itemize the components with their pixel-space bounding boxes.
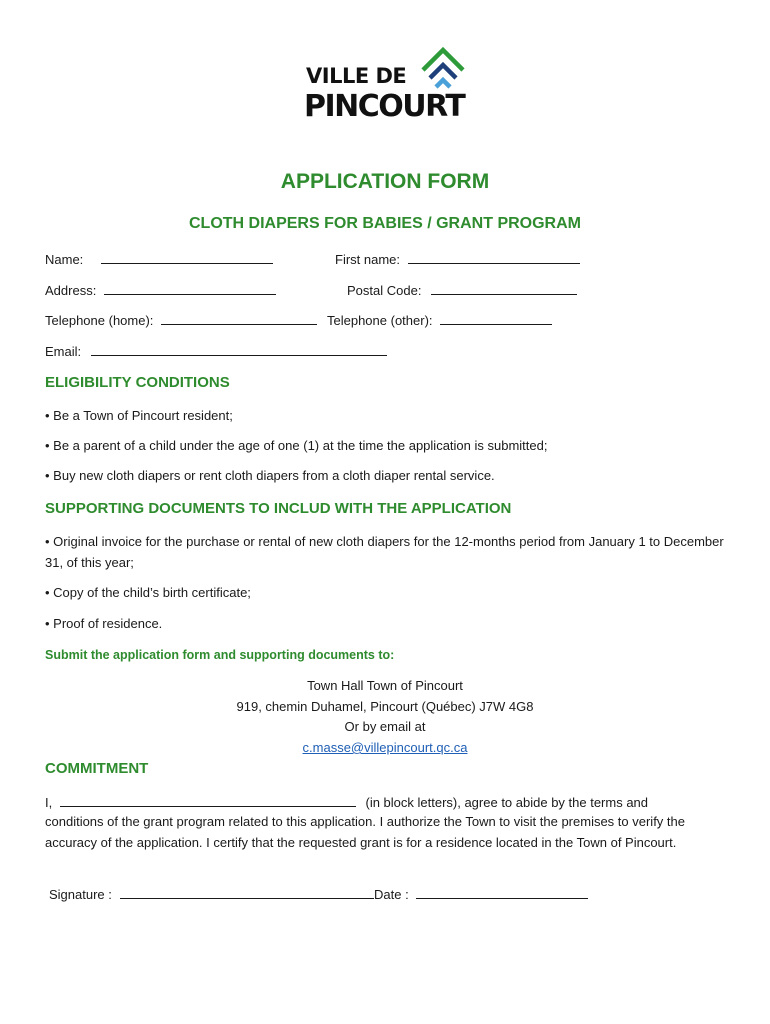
email-intro-line: Or by email at (344, 719, 426, 734)
postal-code-label: Postal Code: (347, 283, 422, 298)
commitment-paragraph: conditions of the grant program related to this application. I authorize the Town to visit the premises to verify the accuracy of the application. I certify that the requested grant is for a residence located in the Town of Pincourt. (45, 814, 685, 850)
chevron-logo-icon (420, 44, 466, 90)
name-field[interactable] (45, 249, 273, 270)
email-link[interactable]: c.masse@villepincourt.qc.ca (302, 740, 468, 755)
name-input-line[interactable] (101, 249, 273, 264)
eligibility-heading: ELIGIBILITY CONDITIONS (45, 374, 230, 391)
telephone-other-field[interactable] (327, 310, 552, 331)
date-input-line[interactable] (416, 884, 588, 899)
first-name-field[interactable] (335, 249, 580, 270)
eligibility-item: • Be a Town of Pincourt resident; (45, 408, 233, 423)
supporting-item: • Original invoice for the purchase or rental of new cloth diapers for the 12-months period from January 1 to December 31, of this year; (45, 534, 724, 570)
commitment-prefix: I, (45, 795, 53, 810)
commitment-text-after-line: (in block letters), agree to abide by the terms and (365, 795, 649, 810)
submit-instructions: Submit the application form and supporting documents to: (45, 648, 395, 662)
eligibility-item: • Buy new cloth diapers or rent cloth diapers from a cloth diaper rental service. (45, 468, 495, 483)
logo-line1: VILLE DE (306, 64, 407, 88)
telephone-other-label: Telephone (other): (327, 313, 433, 328)
town-hall-line: Town Hall Town of Pincourt (307, 678, 463, 693)
name-label: Name: (45, 252, 84, 267)
signature-field[interactable] (49, 884, 374, 905)
address-line: 919, chemin Duhamel, Pincourt (Québec) J7W 4G8 (236, 699, 534, 714)
logo-line2: PINCOURT (304, 89, 465, 124)
signature-input-line[interactable] (120, 884, 374, 899)
supporting-item: • Copy of the child’s birth certificate; (45, 585, 251, 600)
email-link-row (0, 738, 770, 758)
address-label: Address: (45, 283, 97, 298)
date-field[interactable] (374, 884, 588, 905)
address-field[interactable] (45, 280, 276, 301)
email-input-line[interactable] (91, 341, 387, 356)
supporting-documents-heading: SUPPORTING DOCUMENTS TO INCLUD WITH THE APPLICATION (45, 500, 512, 517)
form-subtitle: CLOTH DIAPERS FOR BABIES / GRANT PROGRAM (188, 215, 581, 232)
telephone-home-input-line[interactable] (161, 310, 317, 325)
postal-code-field[interactable] (347, 280, 577, 301)
signature-label: Signature : (49, 887, 112, 902)
supporting-item: • Proof of residence. (45, 616, 163, 631)
commitment-heading: COMMITMENT (45, 760, 149, 777)
first-name-input-line[interactable] (408, 249, 580, 264)
eligibility-item: • Be a parent of a child under the age of one (1) at the time the application is submitted; (45, 438, 548, 453)
commitment-first-line (45, 792, 648, 813)
telephone-home-field[interactable] (45, 310, 317, 331)
telephone-home-label: Telephone (home): (45, 313, 154, 328)
email-label: Email: (45, 344, 82, 359)
form-title: APPLICATION FORM (280, 170, 490, 193)
date-label: Date : (374, 887, 409, 902)
address-input-line[interactable] (104, 280, 276, 295)
telephone-other-input-line[interactable] (440, 310, 552, 325)
first-name-label: First name: (335, 252, 401, 267)
email-field[interactable] (45, 341, 387, 362)
ville-de-pincourt-logo (300, 40, 470, 130)
block-letters-name-line[interactable] (60, 792, 356, 807)
postal-code-input-line[interactable] (431, 280, 577, 295)
